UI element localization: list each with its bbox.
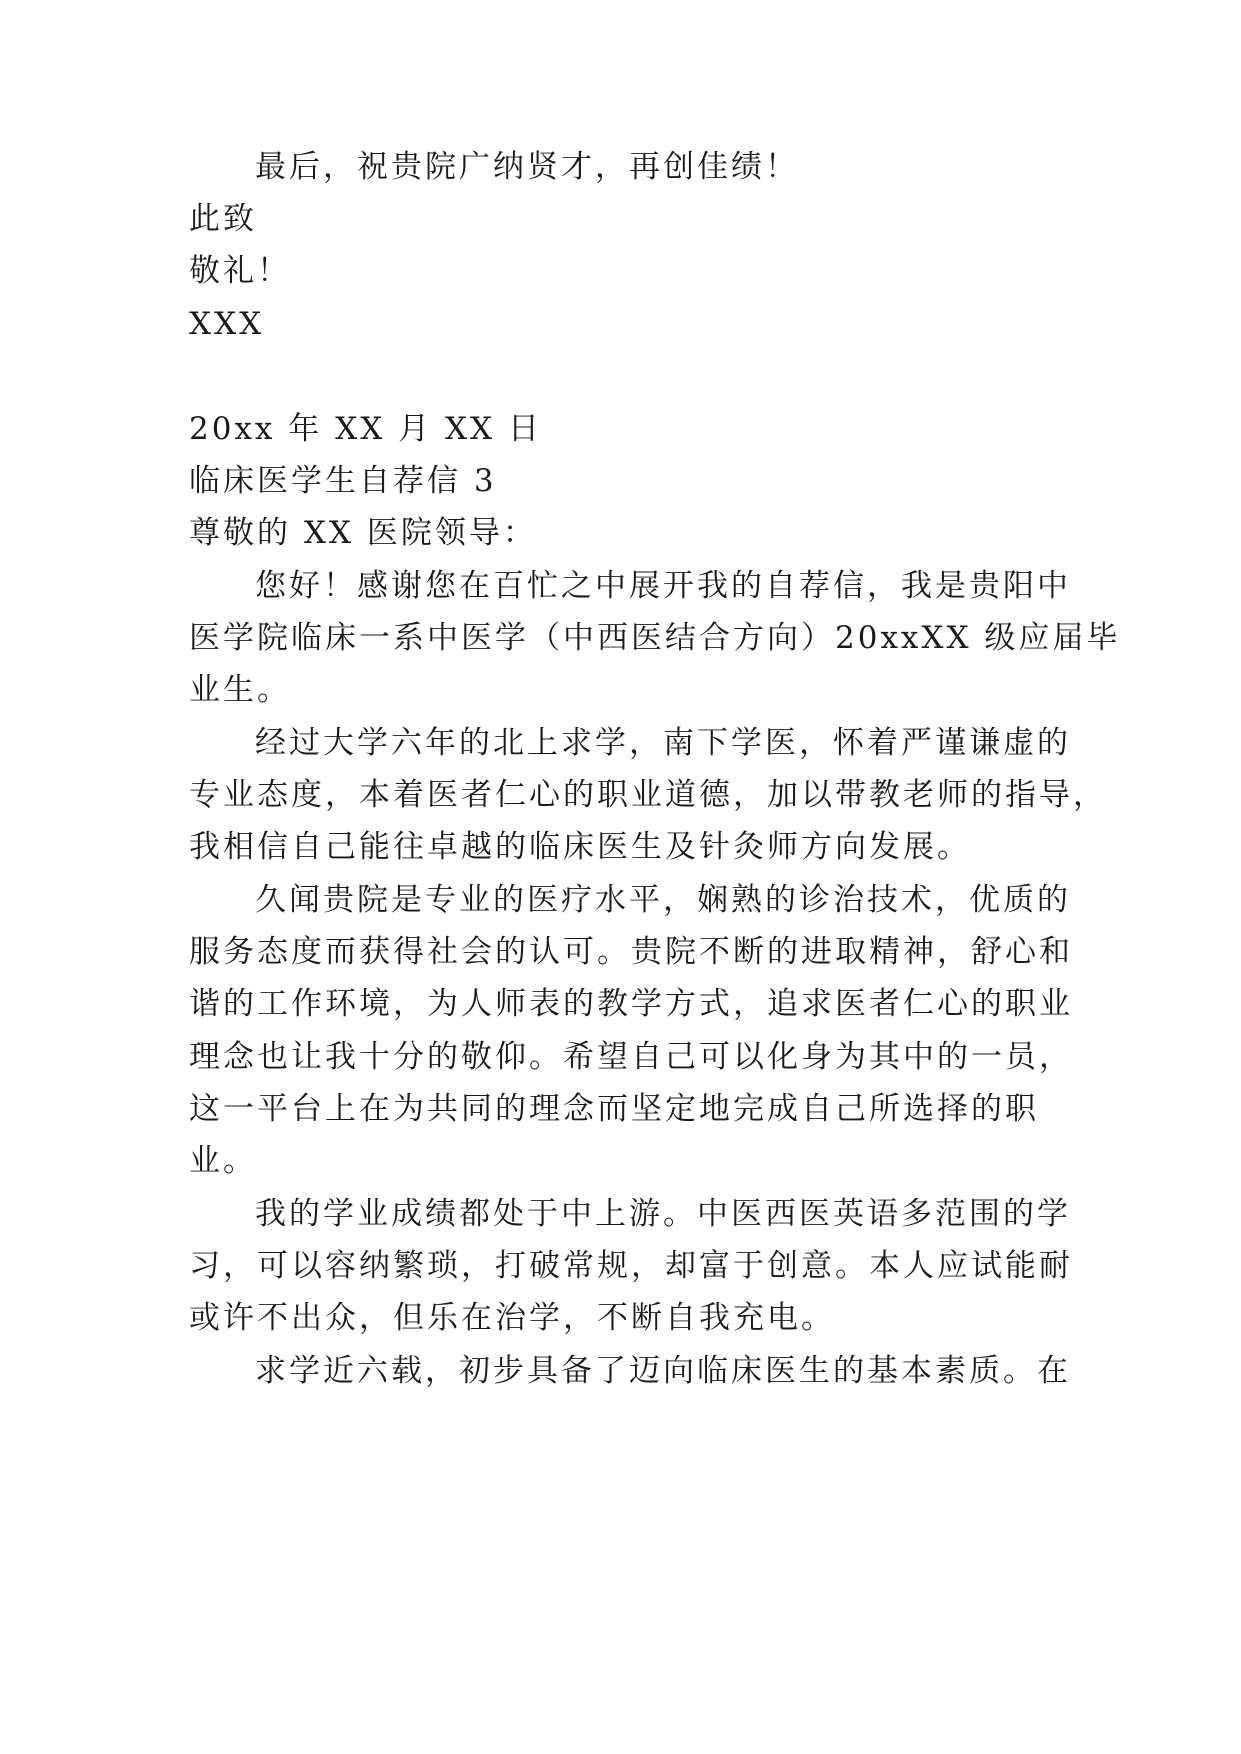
paragraph-line: 理念也让我十分的敬仰。希望自己可以化身为其中的一员，: [189, 1039, 1073, 1075]
paragraph-line: 您好！感谢您在百忙之中展开我的自荐信，我是贵阳中: [255, 568, 1071, 604]
paragraph-line: 经过大学六年的北上求学，南下学医，怀着严谨谦虚的: [255, 725, 1071, 761]
paragraph-line: 习，可以容纳繁琐，打破常规，却富于创意。本人应试能耐: [189, 1248, 1073, 1284]
paragraph-line: 专业态度，本着医者仁心的职业道德，加以带教老师的指导，: [189, 777, 1107, 813]
paragraph-line: 久闻贵院是专业的医疗水平，娴熟的诊治技术，优质的: [255, 882, 1071, 918]
paragraph-line: 服务态度而获得社会的认可。贵院不断的进取精神，舒心和: [189, 934, 1073, 970]
paragraph-line: 业。: [189, 1143, 257, 1179]
paragraph-line: 医学院临床一系中医学（中西医结合方向）20xxXX 级应届毕: [189, 620, 1121, 656]
closing-wish: 最后，祝贵院广纳贤才，再创佳绩！: [255, 149, 799, 185]
paragraph-line: 业生。: [189, 672, 291, 708]
paragraph-line: 或许不出众，但乐在治学，不断自我充电。: [189, 1300, 835, 1336]
paragraph-line: 求学近六载，初步具备了迈向临床医生的基本素质。在: [255, 1353, 1071, 1389]
paragraph-line: 谐的工作环境，为人师表的教学方式，追求医者仁心的职业: [189, 986, 1073, 1022]
paragraph-line: 我的学业成绩都处于中上游。中医西医英语多范围的学: [255, 1196, 1071, 1232]
paragraph-line: 这一平台上在为共同的理念而坚定地完成自己所选择的职: [189, 1091, 1039, 1127]
signature: XXX: [189, 306, 265, 342]
salutation-line-2: 敬礼！: [189, 253, 291, 289]
letter-date: 20xx 年 XX 月 XX 日: [189, 411, 542, 447]
letter-greeting: 尊敬的 XX 医院领导：: [189, 515, 537, 551]
letter-title: 临床医学生自荐信 3: [189, 463, 497, 499]
salutation-line-1: 此致: [189, 201, 257, 237]
paragraph-line: 我相信自己能往卓越的临床医生及针灸师方向发展。: [189, 829, 971, 865]
